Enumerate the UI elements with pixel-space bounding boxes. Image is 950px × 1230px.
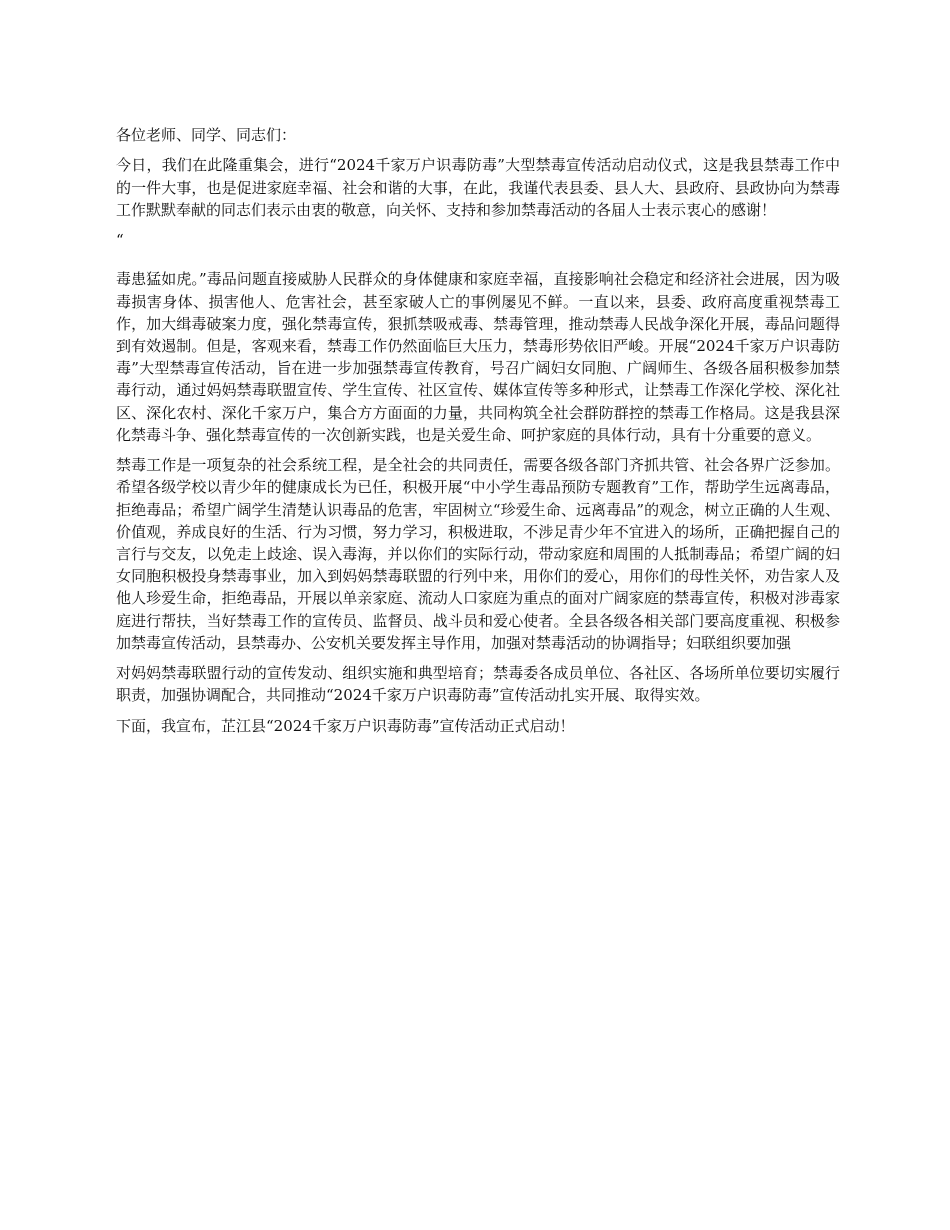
salutation: 各位老师、同学、同志们： (116, 126, 297, 144)
paragraph-announcement: 下面，我宣布，芷江县“2024千家万户识毒防毒”宣传活动正式启动！ (116, 716, 575, 735)
speech-document (116, 124, 840, 745)
paragraph-coordination: 对妈妈禁毒联盟行动的宣传发动、组织实施和典型培育；禁毒委各成员单位、各社区、各场所单位要切实履行职责，加强协调配合，共同推动“2024千家万户识毒防毒”宣传活动扎实开展、取得实效。 (116, 664, 840, 705)
paragraph-quote-mark: “ (116, 231, 124, 250)
paragraph-drug-problem: 毒患猛如虎。”毒品问题直接威胁人民群众的身体健康和家庭幸福，直接影响社会稳定和经济社会进展，因为吸毒损害身体、损害他人、危害社会，甚至家破人亡的事例屡见不鲜。一直以来，县委、政府高度重视禁毒工作，加大缉毒破案力度，强化禁毒宣传，狠抓禁吸戒毒、禁毒管理，推动禁毒人民战争深化开展，毒品问题得到有效遏制。但是，客观来看，禁毒工作仍然面临巨大压力，禁毒形势依旧严峻。开展“2024千家万户识毒防毒”大型禁毒宣传活动，旨在进一步加强禁毒宣传教育，号召广阔妇女同胞、广阔师生、各级各届积极参加禁毒行动，通过妈妈禁毒联盟宣传、学生宣传、社区宣传、媒体宣传等多种形式，让禁毒工作深化学校、深化社区、深化农村、深化千家万户，集合方方面面的力量，共同构筑全社会群防群控的禁毒工作格局。这是我县深化禁毒斗争、强化禁毒宣传的一次创新实践，也是关爱生命、呵护家庭的具体行动，具有十分重要的意义。 (116, 270, 840, 444)
paragraph-responsibility: 禁毒工作是一项复杂的社会系统工程，是全社会的共同责任，需要各级各部门齐抓共管、社会各界广泛参加。希望各级学校以青少年的健康成长为已任，积极开展“中小学生毒品预防专题教育”工作，帮助学生远离毒品，拒绝毒品；希望广阔学生清楚认识毒品的危害，牢固树立“珍爱生命、远离毒品”的观念，树立正确的人生观、价值观，养成良好的生活、行为习惯，努力学习，积极进取，不涉足青少年不宜进入的场所，正确把握自己的言行与交友，以免走上歧途、误入毒海，并以你们的实际行动，带动家庭和周围的人抵制毒品；希望广阔的妇女同胞积极投身禁毒事业，加入到妈妈禁毒联盟的行列中来，用你们的爱心，用你们的母性关怀，劝告家人及他人珍爱生命，拒绝毒品，开展以单亲家庭、流动人口家庭为重点的面对广阔家庭的禁毒宣传，积极对涉毒家庭进行帮扶，当好禁毒工作的宣传员、监督员、战斗员和爱心使者。全县各级各相关部门要高度重视、积极参加禁毒宣传活动，县禁毒办、公安机关要发挥主导作用，加强对禁毒活动的协调指导；妇联组织要加强 (116, 456, 840, 652)
paragraph-opening: 今日，我们在此隆重集会，进行“2024千家万户识毒防毒”大型禁毒宣传活动启动仪式，这是我县禁毒工作中的一件大事，也是促进家庭幸福、社会和谐的大事，在此，我谨代表县委、县人大、县政府、县政协向为禁毒工作默默奉献的同志们表示由衷的敬意，向关怀、支持和参加禁毒活动的各届人士表示衷心的感谢！ (116, 156, 840, 219)
